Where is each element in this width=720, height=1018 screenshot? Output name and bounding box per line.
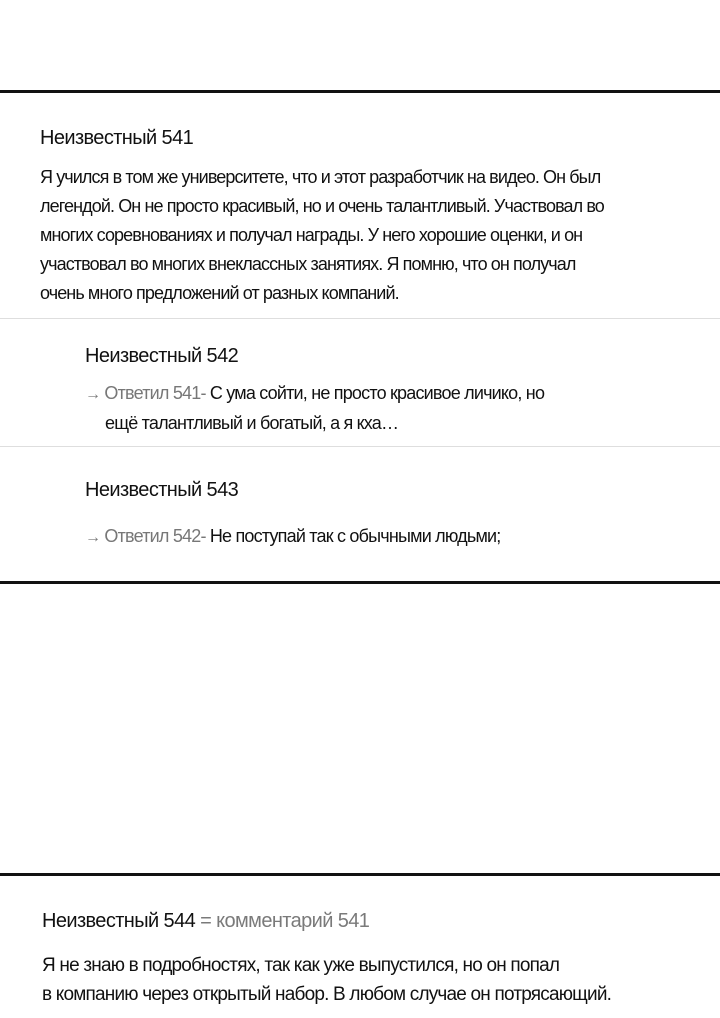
- comment-542: [85, 345, 705, 438]
- comment-line: Я учился в том же университете, что и этот разработчик на видео. Он был: [40, 167, 601, 187]
- comment-line: в компанию через открытый набор. В любом случае он потрясающий.: [42, 984, 612, 1005]
- comment-body: [42, 951, 702, 1009]
- reply-reference: Ответил 541-: [104, 383, 206, 403]
- comment-divider: [0, 318, 720, 319]
- comment-line: очень много предложений от разных компаний.: [40, 283, 399, 303]
- comment-line: Я не знаю в подробностях, так как уже выпустился, но он попал: [42, 955, 560, 976]
- comment-544: [42, 910, 702, 1009]
- comment-body: [40, 163, 700, 308]
- reply-arrow-icon: →: [85, 529, 101, 546]
- reply-arrow-icon: →: [85, 386, 101, 403]
- comment-line: ещё талантливый и богатый, а я кха…: [105, 413, 399, 433]
- comment-line: участвовал во многих внеклассных занятиях. Я помню, что он получал: [40, 254, 576, 274]
- comment-author: Неизвестный 541: [40, 127, 194, 149]
- comment-543: [85, 479, 705, 552]
- comment-line: Не поступай так с обычными людьми;: [205, 526, 501, 546]
- comment-author: Неизвестный 544: [42, 910, 196, 932]
- comment-line: С ума сойти, не просто красивое личико, но: [205, 383, 545, 403]
- comment-panel-bottom: [0, 873, 720, 1018]
- comment-line: многих соревнованиях и получал награды. У него хорошие оценки, и он: [40, 225, 583, 245]
- comment-author: Неизвестный 542: [85, 345, 239, 367]
- comment-divider: [0, 446, 720, 447]
- reply-content: [85, 379, 705, 438]
- comment-line: легендой. Он не просто красивый, но и очень талантливый. Участвовал во: [40, 196, 604, 216]
- reply-reference: Ответил 542-: [104, 526, 206, 546]
- comment-reference: = комментарий 541: [195, 910, 370, 932]
- comment-author: Неизвестный 543: [85, 479, 239, 501]
- comment-panel-top: [0, 90, 720, 584]
- reply-content: [85, 522, 705, 552]
- comment-author-line: [42, 910, 702, 933]
- comment-541: [40, 127, 700, 308]
